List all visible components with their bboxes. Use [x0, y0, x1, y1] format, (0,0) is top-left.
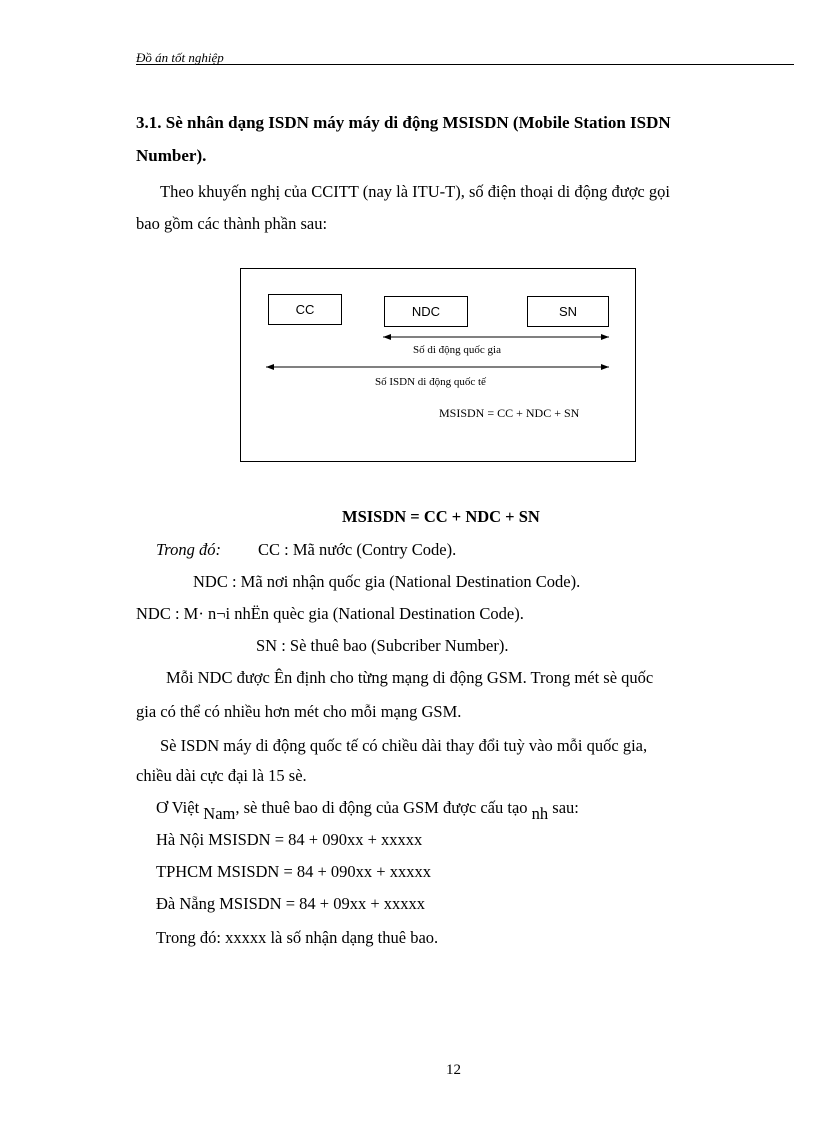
national-arrow-head-left	[383, 334, 391, 340]
definitions-where-label: Trong đó:	[156, 540, 221, 559]
diagram-arrows	[241, 269, 637, 463]
header-title: Đồ án tốt nghiệp	[136, 50, 224, 65]
header-rule	[136, 64, 794, 65]
definition-sn: SN : Sè thuê bao (Subcriber Number).	[256, 636, 509, 655]
section-heading-line1: 3.1. Sè nhân dạng ISDN máy máy di động MSISDN (Mobile Station ISDN	[136, 113, 671, 132]
definition-ndc: NDC : Mã nơi nhận quốc gia (National Destination Code).	[193, 572, 581, 591]
international-arrow-head-left	[266, 364, 274, 370]
definition-ndc-garbled: NDC : M· n¬i nhËn quèc gia (National Destination Code).	[136, 604, 524, 623]
diagram-box-sn: SN	[527, 296, 609, 327]
vietnam-intro-part5: sau:	[548, 798, 579, 817]
intro-line1: Theo khuyến nghị của CCITT (nay là ITU-T), số điện thoại di động được gọi	[160, 182, 670, 201]
formula-main: MSISDN = CC + NDC + SN	[342, 507, 540, 526]
vietnam-intro	[156, 798, 579, 823]
paragraph-ndc-line2: gia có thể có nhiều hơn mét cho mỗi mạng GSM.	[136, 702, 462, 721]
section-heading-line2: Number).	[136, 146, 207, 165]
msisdn-diagram	[240, 268, 636, 462]
international-arrow-head-right	[601, 364, 609, 370]
paragraph-length-line2: chiều dài cực đại là 15 sè.	[136, 766, 307, 785]
vietnam-where: Trong đó: xxxxx là số nhận dạng thuê bao.	[156, 928, 439, 947]
label-international-number: Số ISDN di động quốc tế	[375, 376, 486, 388]
label-national-number: Số di động quốc gia	[413, 344, 501, 356]
diagram-formula: MSISDN = CC + NDC + SN	[439, 406, 580, 420]
definition-cc: CC : Mã nước (Contry Code).	[258, 540, 457, 559]
intro-line2: bao gồm các thành phần sau:	[136, 214, 328, 233]
vietnam-hanoi: Hà Nội MSISDN = 84 + 090xx + xxxxx	[156, 830, 423, 849]
vietnam-intro-part1: Ơ Việt	[156, 798, 204, 817]
national-arrow-head-right	[601, 334, 609, 340]
paragraph-ndc-line1: Mỗi NDC được Ên định cho từng mạng di động GSM. Trong mét sè quốc	[166, 668, 654, 687]
diagram-box-cc: CC	[268, 294, 342, 325]
vietnam-danang: Đà Nẵng MSISDN = 84 + 09xx + xxxxx	[156, 894, 425, 913]
paragraph-length-line1: Sè ISDN máy di động quốc tế có chiều dài thay đổi tuỳ vào mỗi quốc gia,	[160, 736, 648, 755]
vietnam-tphcm: TPHCM MSISDN = 84 + 090xx + xxxxx	[156, 862, 431, 881]
vietnam-intro-part2: Nam	[203, 804, 236, 823]
vietnam-intro-part4: nh	[531, 804, 549, 823]
page-number: 12	[446, 1062, 461, 1078]
diagram-box-ndc: NDC	[384, 296, 468, 327]
vietnam-intro-part3: , sè thuê bao di động của GSM được cấu tạo	[235, 798, 532, 817]
